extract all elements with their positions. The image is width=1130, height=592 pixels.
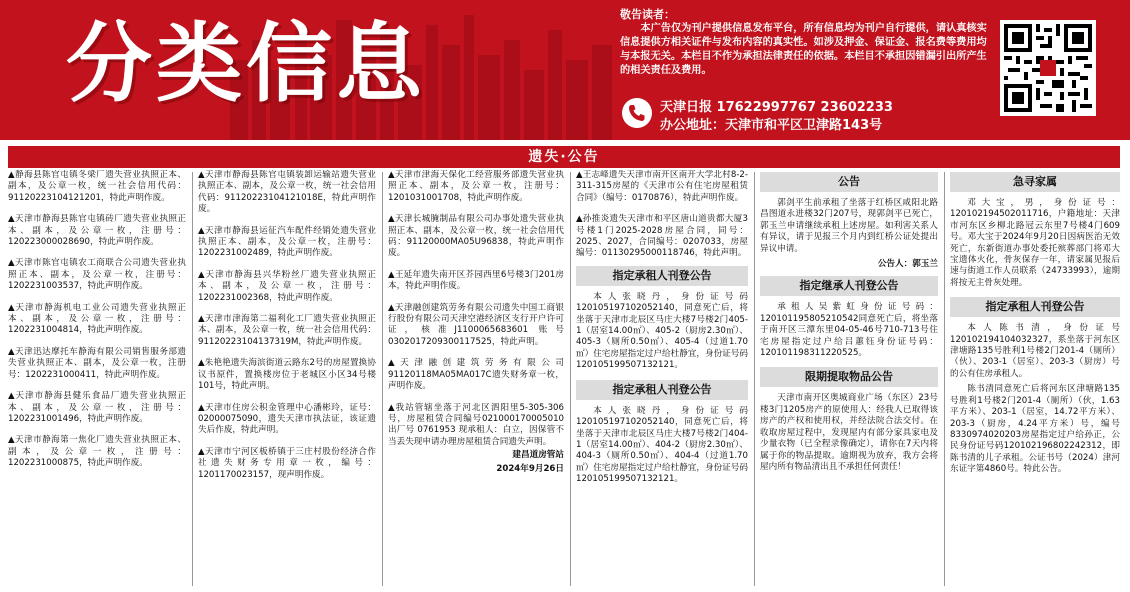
banner [0,0,612,140]
section-title: 遗失·公告 [528,149,600,165]
phone-icon [622,98,652,128]
list-item: ▲天津市静海县运征汽车配件经销处遗失营业执照正本、副本，及公章一枚，注册号：1202231002489，特此声明作废。 [198,225,376,259]
notice-title: 敬告读者： [620,8,675,21]
notice-area [612,0,1130,140]
list-item: ▲天津市宁河区板桥镇于三庄村股份经济合作社遗失财务专用章一枚，编号：1201170023157，现声明作废。 [198,446,376,480]
notice-heading: 公告 [760,172,938,192]
notice-signature: 公告人：郭玉兰 [877,259,938,270]
header [0,0,1130,140]
contact-address: 办公地址：天津市和平区卫津路143号 [660,118,883,133]
list-item: ▲天津市津海天保化工经营服务部遗失营业执照正本、副本，及公章一枚，注册号：1201031001708，特此声明作废。 [388,170,564,203]
list-item: ▲天津市静海县陈官屯镇装卸运输站遗失营业执照正本、副本，及公章一枚，统一社会信用代码：91120223104121018E，特此声明作废。 [198,170,376,215]
section-bar [8,146,1120,168]
column-5 [760,170,938,588]
list-item: ▲天津市陈官屯镇农工商联合公司遗失营业执照正本、副本，及公章一枚，注册号：1202231003537，特此声明作废。 [8,258,186,292]
list-item: ▲天津融创建筑劳务有限公司91120118MA05MA017C遗失财务章一枚，声明作废。 [388,358,564,392]
notice-body: 天津市南开区奥城商业广场（东区）23号楼3门1205房产的原使用人：经我人已取得该房产的产权和使用权，并经法院合法交付。在收取房屋过程中，发现屋内有部分家具家电及少量衣物（已全程录像确定），请你在7天内将属于你的物品提取。逾期视为放弃，我方会将屋内所有物品清出且不承担任何责任！ [760,393,938,472]
list-item: ▲天津市静海县陈官屯镇砖厂遗失营业执照正本、副本，及公章一枚，注册号：120223000028690，特此声明作废。 [8,214,186,248]
list-item: ▲天津长城腌制品有限公司办事处遗失营业执照正本、副本，及公章一枚，统一社会信用代码：91120000MA05U96838，特此声明作废。 [388,214,564,259]
column-divider [754,172,755,586]
list-item: ▲王志峰遗失天津市南开区南开大学北村8-2-311-315房屋的《天津市公有住宅房屋租赁合同》（编号：0170876），特此声明作废。 [576,170,748,203]
notice-body: 郭剑平生前承租了坐落于红桥区咸阳北路昌图道永进楼32门207号，现郭剑平已死亡，郭玉兰申请继续承租上述房屋。如利害关系人有异议，请于见报三个月内到红桥公证处提出异议申请。 [760,198,938,254]
notice-body: 邓大宝，男，身份证号：120102194502011716，户籍地址：天津市河东区乡柳北路冠云东里7号楼4门609号。邓大宝于2024年9月20日因病医治无效死亡，东新街道办事处委托殡葬部门将邓大宝遗体火化，骨灰保存一年，请家属见报后速与街道工作人员联系（24733993），逾期将按无主骨灰处理。 [950,198,1120,288]
list-item: ▲天津市静海第一焦化厂遗失营业执照正本、副本，及公章一枚，注册号：1202231000875，特此声明作废。 [8,435,186,469]
column-6 [950,170,1120,588]
notice-body: 陈书清同意死亡后将河东区津塘路135号胜利1号楼2门201-4（厕所）（伙，1.63平方米）、203-1（居室，14.72平方米）、203-3（厨房，4.24平方米）号，编号8330974020203房屋指定过户给孙正，公民身份证号码120102196802242312，即陈书清的儿子承租。公证书号（2024）津河东证字第4860号。特此公告。 [950,384,1120,475]
notice-signature: 建昌道房管站 [512,450,564,461]
notice-heading: 指定承租人刊登公告 [576,266,748,286]
list-item: ▲天津融创建筑劳务有限公司遗失中国工商银行股份有限公司天津空港经济区支行开户许可证，核准J1100065683601 账号0302017209300117525，特此声明。 [388,302,564,347]
list-item: ▲天津迅达摩托车静海有限公司销售服务部遗失营业执照正本、副本，及公章一枚，注册号：1202231000411，特此声明作废。 [8,346,186,380]
notice-heading: 限期提取物品公告 [760,367,938,387]
list-item: ▲朱艳艳遗失海滨街道云路东2号的房屋置换协议书原件，置换楼房位于老城区小区34号楼101号，特此声明。 [198,358,376,392]
notice-heading: 指定继承人刊登公告 [760,276,938,296]
notice-body: 本人陈书清，身份证号120102194104032327，系坐落于河东区津塘路135号胜利1号楼2门201-4（厕所）（伙）、203-1（居室）、203-3（厨房）号的公有住房承租人。 [950,323,1120,379]
column-3 [388,170,564,588]
contact-block [622,94,994,134]
list-item: ▲静海县陈官屯镇冬梁厂遗失营业执照正本、副本，及公章一枚，统一社会信用代码：91120223104121201，特此声明作废。 [8,170,186,203]
content-columns [8,170,1120,590]
notice-body: 承租人吴紫虹身份证号码：120101195805210542同意死亡后，将坐落于南开区三潭东里04-05-46号710-713号住宅房屋指定过户给吕蕙钰身份证号码：120101198311220525。 [760,302,938,359]
list-item: ▲孙推炎遗失天津市和平区唐山道贵都大厦3号楼1门2025-2028房屋合同，同号：2025、2027，合同编号：0207033，房屋编号：01130295000118746，特此声明。 [576,214,748,259]
qr-code-icon [1000,20,1096,116]
banner-title: 分类信息 [66,14,426,114]
column-4 [576,170,748,588]
column-divider [192,172,193,586]
notice-heading: 急寻家属 [950,172,1120,192]
notice-body: 本人张晓丹，身份证号码120105197102052140，同意死亡后，将坐落于天津市北辰区马庄大楼7号楼2门405-1（居室14.00㎡）、405-2（厨房2.30㎡）、405-3（厕所0.50㎡）、405-4（过道1.70㎡）住宅房屋指定过户给杜静宜，身份证号码120105199507132121。 [576,291,748,371]
list-item: ▲天津市静海机电工业公司遗失营业执照正本、副本，及公章一枚，注册号：1202231004814，特此声明作废。 [8,302,186,336]
notice-date: 2024年9月26日 [496,463,564,474]
list-item: ▲天津市静海县健乐食品厂遗失营业执照正本、副本，及公章一枚，注册号：1202231001496，特此声明作废。 [8,391,186,424]
column-divider [570,172,571,586]
list-item: ▲天津市静海县兴华粉丝厂遗失营业执照正本、副本，及公章一枚，注册号：1202231002368，特此声明作废。 [198,269,376,303]
list-item: ▲天津市津海第二福利化工厂遗失营业执照正本、副本，及公章一枚，统一社会信用代码：91120223104137319M，特此声明作废。 [198,314,376,347]
list-item: ▲王延年遗失南开区芥园西里6号楼3门201房本，特此声明作废。 [388,269,564,292]
column-divider [944,172,945,586]
column-1 [8,170,186,588]
notice-heading: 指定承租人刊登公告 [950,297,1120,317]
list-item: ▲天津市住房公积金管理中心潘彬玲，证号：02000075090，遗失天津市执法证，该证遗失后作废，特此声明。 [198,402,376,436]
contact-phone: 天津日报 17622997767 23602233 [660,100,893,115]
notice-text: 本广告仅为刊户提供信息发布平台，所有信息均为刊户自行提供，请认真核实信息提供方相关证件与发布内容的真实性。如涉及押金、保证金、报名费等费用均与本报无关。本栏目不作为承担法律责任的依据。本栏目不承担因错漏引出所产生的相关责任及费用。 [620,23,987,76]
list-item: ▲我站管辖坐落于河北区泗阳里5-305-306号，房屋租赁合同编号021000170005010 出厂号 0761953 现承租人：白立，因保管不当丢失现申请办理房屋租赁合同遗失声明。 [388,402,564,447]
column-divider [382,172,383,586]
column-2 [198,170,376,588]
notice-heading: 指定承租人刊登公告 [576,380,748,400]
notice-body: 本人张晓丹，身份证号码120105197102052140，同意死亡后，将坐落于天津市北辰区马庄大楼7号楼2门404-1（居室14.00㎡）、404-2（厨房2.30㎡）、404-3（厕所0.50㎡）、404-4（过道1.70㎡）住宅房屋指定过户给杜静宜，身份证号码120105199507132121。 [576,405,748,485]
